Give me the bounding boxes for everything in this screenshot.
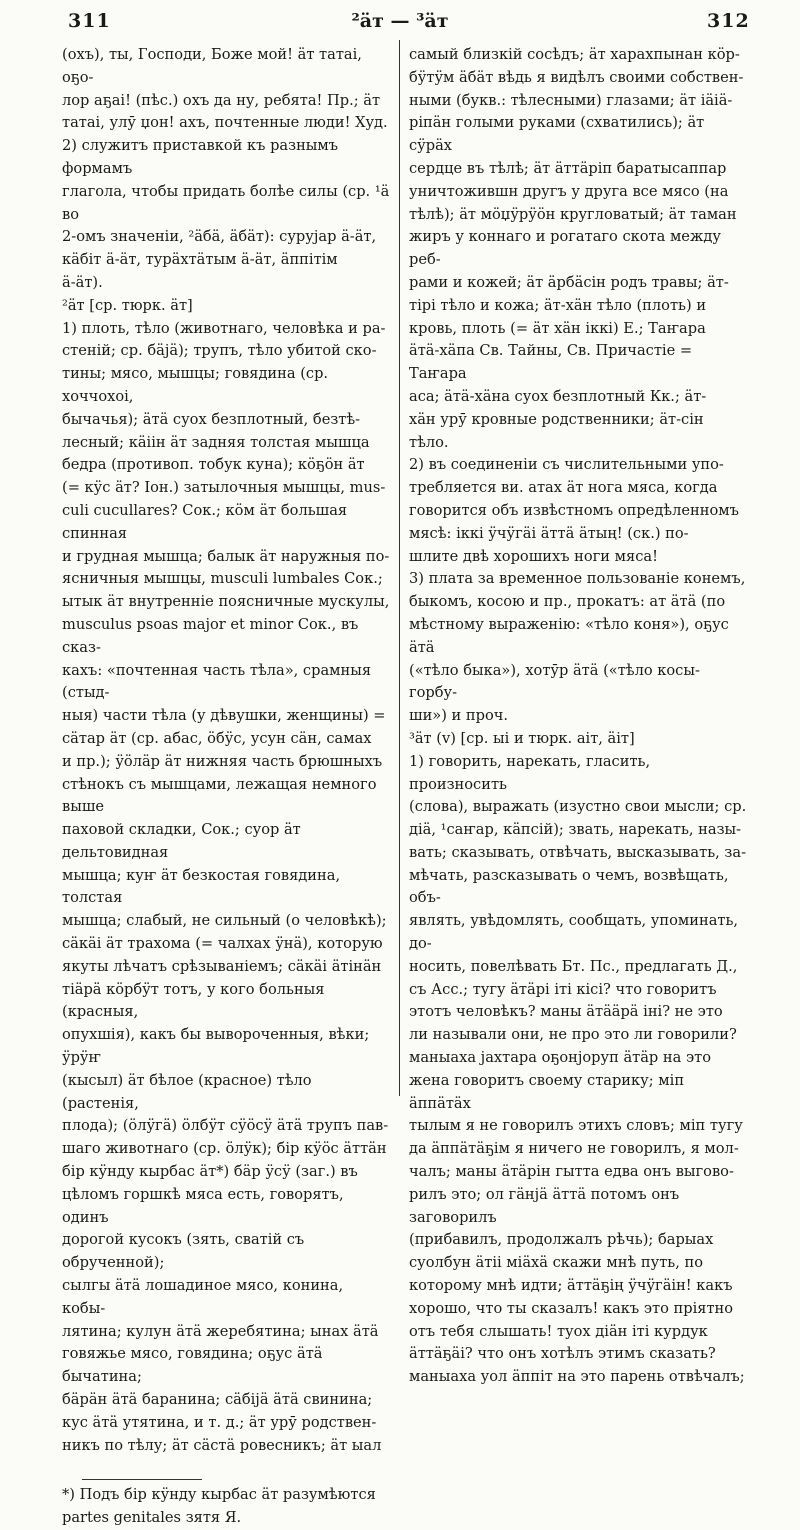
text-line: тины; мясо, мышцы; говядина (ср. хоччохоі, [62,365,333,405]
text-line: тылым я не говорилъ этихъ словъ; міп тугу [409,1117,743,1135]
text-line: ныя) части тѣла (у дѣвушки, женщины) = [62,707,386,725]
text-line: никъ по тѣлу; ӓт сӓстӓ ровесникъ; ӓт ыал [62,1436,382,1454]
text-line: culi cucullares? Сок.; кӧм ӓт большая спинная [62,501,352,542]
text-line: ²ӓт [ср. тюрк. ӓт] [62,296,193,314]
text-line: говорится объ извѣстномъ опредѣленномъ [409,501,739,519]
left-column [62,44,395,1530]
text-line: кровь, плоть (= ӓт хӓн іккі) Е.; Таҥара [409,319,706,337]
text-line: (= кӱс ӓт? Іон.) затылочныя мышцы, mus- [62,479,386,497]
text-line: musculus psoas major et minor Сок., въ сказ- [62,615,363,656]
text-line: шлите двѣ хорошихъ ноги мяса! [409,547,658,565]
text-line: бӱтӱм ӓбӓт вѣдь я видѣлъ своими собствен- [409,68,744,86]
text-line: ными (букв.: тѣлесными) глазами; ӓт іӓіӓ- [409,91,733,109]
text-line: 1) плоть, тѣло (животнаго, человѣка и ра- [62,319,386,337]
text-line: опухшія), какъ бы вывороченныя, вѣки; ӱрӱҥ [62,1026,374,1067]
text-line: дорогой кусокъ (зять, сватій съ обрученной); [62,1231,309,1272]
text-line: лятина; кулун ӓтӓ жеребятина; ынах ӓтӓ [62,1322,379,1340]
text-line: 2-омъ значеніи, ²ӓбӓ, ӓбӓт): сурујар ӓ-ӓт, [62,228,377,246]
text-line: требляется ви. атах ӓт нога мяса, когда [409,479,718,497]
text-line: (кысыл) ӓт бѣлое (красное) тѣло (растенія, [62,1071,317,1112]
text-line: стеній; ср. бӓјӓ); трупъ, тѣло убитой ско- [62,342,377,360]
right-column-text [409,44,747,1389]
text-line: 2) въ соединеніи съ числительными упо- [409,456,724,474]
text-line: бӓрӓн ӓтӓ баранина; сӓбіјӓ ӓтӓ свинина; [62,1391,373,1409]
text-line: ӓтӓ-хӓпа Св. Тайны, Св. Причастіе = Таҥара [409,342,697,383]
text-line: и пр.); ӱӧлӓр ӓт нижняя часть брюшныхъ [62,752,383,770]
text-line: бір кӱнду кырбас ӓт*) бӓр ӱсӱ (заг.) въ [62,1163,358,1181]
text-line: тіӓрӓ кӧрбӱт тотъ, у кого больныя (красныя, [62,980,330,1021]
text-line: сӓтар ӓт (ср. абас, ӧбӱс, усун сӓн, самах [62,729,372,747]
text-line: быкомъ, косою и пр., прокатъ: ат ӓтӓ (по [409,593,726,611]
text-line: мышца; куҥ ӓт безкостая говядина, толстая [62,866,345,907]
text-line: уничтожившн другъ у друга все мясо (на [409,182,729,200]
text-line: ӓттӓҕӓі? что онъ хотѣлъ этимъ сказать? [409,1345,716,1363]
text-line: жена говоритъ своему старику; міп ӓппӓтӓх [409,1071,689,1112]
text-line: 3) плата за временное пользованіе конемъ, [409,570,746,588]
text-line: и грудная мышца; балык ӓт наружныя по- [62,547,390,565]
text-line: носить, повелѣвать Бт. Пс., предлагать Д., [409,957,738,975]
text-line: сӓкӓі ӓт трахома (= чалхах ӱнӓ), которую [62,935,383,953]
text-line: ши») и проч. [409,707,509,725]
text-line: мясѣ: іккі ӱчӱгӓі ӓттӓ ӓтың! (ск.) по- [409,524,689,542]
footnote-line: *) Подъ бір кӱнду кырбас ӓт разумѣются [62,1486,376,1504]
text-line: съ Асс.; тугу ӓтӓрі іті кісі? что говоритъ [409,980,717,998]
text-line: мѣчать, разсказывать о чемъ, возвѣщать, объ- [409,866,734,907]
text-line: рами и кожей; ӓт ӓрбӓсін родъ травы; ӓт- [409,273,729,291]
text-line: которому мнѣ идти; ӓттӓҕің ӱчӱгӓін! какъ [409,1277,733,1295]
text-line: мѣстному выраженію: «тѣло коня»), оҕус ӓтӓ [409,615,734,656]
text-line: татаі, улӯ џон! ахъ, почтенные люди! Худ. [62,114,388,132]
text-line: вать; сказывать, отвѣчать, высказывать, за- [409,843,747,861]
text-line: чалъ; маны ӓтӓрін гытта едва онъ выгово- [409,1163,734,1181]
text-line: діӓ, ¹саҥар, кӓпсій); звать, нарекать, назы- [409,821,742,839]
page-header [0,10,800,38]
text-line: 1) говорить, нарекать, гласить, произносить [409,752,655,793]
text-line: лор аҕаі! (пѣс.) охъ да ну, ребята! Пр.; ӓт [62,91,381,109]
text-line: бедра (противоп. тобук куна); кӧҕӧн ӓт [62,456,365,474]
text-line: маныаха јахтара оҕонјоруп ӓтӓр на это [409,1049,711,1067]
text-line: якуты лѣчатъ срѣзываніемъ; сӓкӓі ӓтінӓн [62,957,382,975]
text-line: тірі тѣло и кожа; ӓт-хӓн тѣло (плоть) и [409,296,707,314]
right-column [409,44,747,1389]
text-line: аса; ӓтӓ-хӓна суох безплотный Кк.; ӓт- [409,387,707,405]
text-line: хӓн урӯ кровные родственники; ӓт-сін тѣло. [409,410,709,451]
text-line: ³ӓт (v) [ср. ыі и тюрк. аіт, ӓіт] [409,729,635,747]
text-line: суолбун ӓтіі міӓхӓ скажи мнѣ путь, по [409,1254,704,1272]
text-line: («тѣло быка»), хотӯр ӓтӓ («тѣло косы-горбу- [409,661,700,702]
text-line: ясничныя мышцы, musculi lumbales Сок.; [62,570,383,588]
text-line: да ӓппӓтӓҕім я ничего не говорилъ, я мол- [409,1140,739,1158]
page-number-left: 311 [68,10,111,32]
text-line: маныаха уол ӓппіт на это парень отвѣчалъ; [409,1368,745,1386]
text-line: (охъ), ты, Господи, Боже мой! ӓт татаі, оҕо- [62,46,367,86]
text-line: глагола, чтобы придать болѣе силы (ср. ¹ӓ во [62,182,395,223]
text-line: (слова), выражать (изустно свои мысли; ср. [409,798,747,816]
text-line: ли называли они, не про это ли говорили? [409,1026,737,1044]
text-line: рилъ это; ол гӓнјӓ ӓттӓ потомъ онъ заговорилъ [409,1185,684,1226]
text-line: кахъ: «почтенная часть тѣла», срамныя (стыд- [62,661,376,702]
text-line: жиръ у коннаго и рогатаго скота между реб- [409,228,726,269]
text-line: плода); (ӧлӱгӓ) ӧлбӱт сӱӧсӱ ӓтӓ трупъ пав- [62,1117,389,1135]
text-line: лесный; кӓіін ӓт задняя толстая мышца [62,433,370,451]
left-column-text [62,44,395,1457]
text-line: (прибавилъ, продолжалъ рѣчь); барыах [409,1231,714,1249]
text-line: ӓ-ӓт). [62,273,103,291]
page-number-right: 312 [707,10,750,32]
text-line: ытык ӓт внутренніе поясничные мускулы, [62,593,390,611]
text-line: говяжье мясо, говядина; оҕус ӓтӓ бычатина; [62,1345,328,1386]
footnote-separator [82,1479,202,1480]
text-line: этотъ человѣкъ? маны ӓтӓӓрӓ іні? не это [409,1003,723,1021]
text-line: отъ тебя слышать! туох діӓн іті курдук [409,1322,708,1340]
text-line: 2) служитъ приставкой къ разнымъ формамъ [62,137,343,177]
text-line: шаго животнаго (ср. ӧлӱк); бір кӱӧс ӓттӓн [62,1140,387,1158]
footnote [62,1484,390,1530]
text-line: кус ӓтӓ утятина, и т. д.; ӓт урӯ родствен- [62,1413,377,1431]
text-line: кӓбіт ӓ-ӓт, турӓхтӓтым ӓ-ӓт, ӓппітім [62,251,338,269]
text-line: сердце въ тѣлѣ; ӓт ӓттӓріп баратысаппар [409,159,727,177]
text-line: мышца; слабый, не сильный (о человѣкѣ); [62,912,387,930]
column-divider [399,40,400,1096]
text-line: хорошо, что ты сказалъ! какъ это пріятно [409,1299,734,1317]
text-line: самый близкій сосѣдъ; ӓт харахпынан кӧр- [409,46,740,63]
text-line: стѣнокъ съ мышцами, лежащая немного выше [62,775,382,816]
running-headword: ²ӓт — ³ӓт [351,10,449,32]
footnote-line: partes genitales зятя Я. [62,1509,242,1527]
text-line: цѣломъ горшкѣ мяса есть, говорятъ, одинъ [62,1185,349,1226]
text-line: являть, увѣдомлять, сообщать, упоминать, до- [409,912,743,953]
text-line: тѣлѣ); ӓт мӧџӱрӱӧн кругловатый; ӓт таман [409,205,737,223]
text-line: сылгы ӓтӓ лошадиное мясо, конина, кобы- [62,1277,348,1317]
text-line: паховой складки, Сок.; суор ӓт дельтовидная [62,821,306,861]
text-line: ріпӓн голыми руками (схватились); ӓт сӱрӓх [409,114,709,155]
text-line: бычачья); ӓтӓ суох безплотный, безтѣ- [62,410,361,428]
